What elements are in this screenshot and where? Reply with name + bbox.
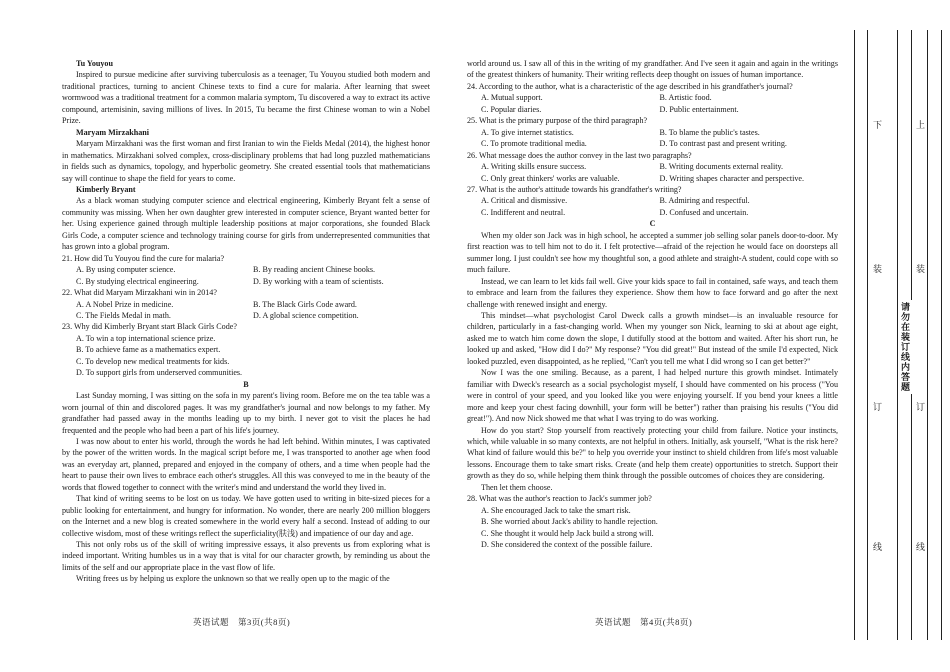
question-22-stem: 22. What did Maryam Mirzakhani win in 2014? [62,288,217,298]
q27-option-a: A. Critical and dismissive. [481,196,568,206]
passage-b-p3: That kind of writing seems to be lost on us today. We have gotten used to writing in bite-sized pieces for a public looking for entertainment, and hungry for information. No wonder, there are nearly 200 million bloggers on the Internet and a new blog is created somewhere in the world every half a second. Instead of adding to our collective wisdom, most of these writings reflect the superficiality(肤浅) and impatience of our day and age. [62,494,430,538]
question-27-stem: 27. What is the author's attitude towards his grandfather's writing? [467,184,682,194]
passage-c-p3: This mindset—what psychologist Carol Dweck calls a growth mindset—is an invaluable resource for children, particularly in a fast-changing world. When my younger son Nick, learning to ski at about age eight, asked me to watch him come down the slope, I dutifully stood at the bottom and waited. After his short run, he looked up and asked, "How did I do?" My response? "You did great!" But instead of the smile I'd expected, Nick looked puzzled, even disappointed, as he replied, "Can't you tell me what I did wrong so I can get better?" [467,310,838,366]
question-27 [467,184,838,218]
question-21 [62,253,430,287]
q23-option-b: B. To achieve fame as a mathematics expert. [76,345,221,355]
question-23 [62,321,430,378]
passage-a-heading-maryam: Maryam Mirzakhani [76,127,150,137]
q24-option-a: A. Mutual support. [481,93,543,103]
binding-line-5 [927,30,928,640]
right-column [467,58,838,550]
page-footer-3: 英语试题 第3页(共8页) [193,617,291,627]
q26-option-a: A. Writing skills ensure success. [481,162,587,172]
q23-option-a: A. To win a top international science prize. [76,333,216,343]
q28-option-c: C. She thought it would help Jack build a strong will. [481,528,654,538]
q28-option-a: A. She encouraged Jack to take the smart risk. [481,505,631,515]
q28-option-d: D. She considered the context of the possible failure. [481,540,653,550]
q21-option-b: B. By reading ancient Chinese books. [253,265,376,275]
question-24-stem: 24. According to the author, what is a characteristic of the age described in his grandfather's journal? [467,81,793,91]
passage-c-p1: When my older son Jack was in high school, he accepted a summer job selling solar panels door-to-door. My first reaction was to tell him not to do it. I felt protective—afraid of the rejection he would face on doorsteps all summer long. I just couldn't see how my thoughtful son, a good athlete and straight-A student, could cope with so much failure. [467,230,838,275]
passage-b-label: B [243,379,249,389]
question-21-stem: 21. How did Tu Youyou find the cure for malaria? [62,253,225,263]
question-22 [62,287,430,321]
q25-option-a: A. To give internet statistics. [481,127,574,137]
question-28-stem: 28. What was the author's reaction to Jack's summer job? [467,494,652,504]
q27-option-c: C. Indifferent and neutral. [481,207,566,217]
binding-line-3 [897,30,898,640]
q23-option-d: D. To support girls from underserved communities. [76,368,243,378]
q24-option-d: D. Public entertainment. [659,104,739,114]
passage-c-p6: Then let them choose. [481,482,553,492]
q26-option-c: C. Only great thinkers' works are valuable. [481,173,620,183]
binding-line-6 [941,30,942,640]
passage-b-continued: world around us. I saw all of this in the writing of my grandfather. And I've seen it again and again in the writings of the greatest thinkers of humanity. Their writing reflects deep thought on issues of human importance. [467,59,838,80]
passage-b-p1: Last Sunday morning, I was sitting on the sofa in my parent's living room. Before me on the tea table was a worn journal of thin and discolored pages. It was my grandfather's journal and now belongs to my father. My grandfather had passed away in the months leading up to my birth. I never got to visit the places he had frequented and the people who had been a part of his life's journey. [62,391,430,435]
question-26-stem: 26. What message does the author convey in the last two paragraphs? [467,150,692,160]
passage-c-p5: How do you start? Stop yourself from reactively protecting your child from failure. Notice your instincts, which, while valuable in so many contexts, are not helpful in others. Initially, ask yourself, "What is the risk here? What kind of failure would this be?" to help you override your instinct to shield children from life's most valuable lessons. Encourage them to take smart risks. Create (and help them create) opportunities to stretch. Support their growth as they do so, while helping them think through the possible outcomes of choices they are considering. [467,425,838,481]
outer-label-shang: 上 [915,120,925,129]
q21-option-a: A. By using computer science. [76,265,176,275]
q22-option-a: A. A Nobel Prize in medicine. [76,299,174,309]
question-25 [467,115,838,149]
binding-line-1 [854,30,855,640]
passage-c-label: C [649,219,656,229]
q22-option-b: B. The Black Girls Code award. [253,299,357,309]
outer-label-ding: 订 [915,402,925,411]
q28-option-b: B. She worried about Jack's ability to handle rejection. [481,517,658,527]
passage-c-p2: Instead, we can learn to let kids fail well. Give your kids space to fail in contained, safe ways, and teach them to embrace and learn from the failures they experience. Show them how to face forward and go after the next challenge with renewed insight and energy. [467,276,838,309]
outer-label-zhuang: 装 [915,264,925,273]
q21-option-c: C. By studying electrical engineering. [76,276,199,286]
passage-a-p3: As a black woman studying computer science and electrical engineering, Kimberly Bryant felt a sense of community was missing. When her own daughter grew interested in computer science, Bryant wanted better for her. Using experience gained through multiple leadership positions at major corporations, she founded Black Girls Code, a computer science and technology training course for girls from underrepresented communities that has grown into a global program. [62,196,430,252]
q27-option-d: D. Confused and uncertain. [659,207,749,217]
inner-label-xia: 下 [872,120,882,129]
question-26 [467,150,838,184]
inner-label-ding: 订 [872,402,882,411]
inner-label-zhuang: 装 [872,264,882,273]
left-column [62,58,430,585]
q21-option-d: D. By working with a team of scientists. [253,276,384,286]
no-answer-notice: 请勿在装订线内答题 [900,302,910,392]
question-28 [467,493,838,550]
passage-a-heading-kimberly: Kimberly Bryant [76,184,136,194]
page-footer-4: 英语试题 第4页(共8页) [595,617,693,627]
inner-label-xian: 线 [872,542,882,551]
passage-c-p4: Now I was the one smiling. Because, as a parent, I had helped nurture this growth mindset. Intimately familiar with Dweck's research as a social psychologist myself, I should have commented on his process ("You were in control of your speed, and you looked like you were enjoying yourself. If you bend your knees a little more and keep your chest facing downhill, your form will be better") rather than praising his results ("You did great!"). And now Nick showed me that what I was trying to do was working. [467,368,838,424]
q26-option-d: D. Writing shapes character and perspective. [659,173,804,183]
question-25-stem: 25. What is the primary purpose of the third paragraph? [467,116,648,126]
q25-option-d: D. To contrast past and present writing. [659,139,787,149]
q23-option-c: C. To develop new medical treatments for kids. [76,356,230,366]
q22-option-c: C. The Fields Medal in math. [76,310,171,320]
q25-option-b: B. To blame the public's tastes. [659,127,760,137]
q24-option-c: C. Popular diaries. [481,104,542,114]
q27-option-b: B. Admiring and respectful. [659,196,750,206]
q22-option-d: D. A global science competition. [253,310,359,320]
passage-b-p2: I was now about to enter his world, through the words he had left behind. Within minutes, I was captivated by the power of the written words. In the magical script before me, I was transported to another age when food was an everyday art, planned, prepared and enjoyed in the company of others, and a time when people had the heart to pause their own lives to embrace each other's struggles. All this was conveyed to me in the beauty of the words that flowed together to connect with the writer's mind and understand the world they lived in. [62,436,430,492]
passage-a-p1: Inspired to pursue medicine after surviving tuberculosis as a teenager, Tu Youyou studied both modern and traditional practices, turning to ancient Chinese texts to find a cure for malaria. After learning that sweet wormwood was a traditional treatment for a common malaria symptom, Tu discovered a way to extract its active compound, artemisinin, saving millions of lives. In 2015, Tu became the first Chinese woman to win a Nobel Prize. [62,70,430,126]
q26-option-b: B. Writing documents external reality. [659,162,784,172]
q25-option-c: C. To promote traditional media. [481,139,587,149]
q24-option-b: B. Artistic food. [659,93,712,103]
question-24 [467,81,838,115]
passage-a-p2: Maryam Mirzakhani was the first woman and first Iranian to win the Fields Medal (2014), the highest honor in mathematics. Mirzakhani solved complex, cross-disciplinary problems that had long puzzled mathematicians in fields such as dynamics, topology, and hyperbolic geometry. She created essential tools that mathematicians say will continue to shape the field for years to come. [62,139,430,183]
passage-b-p5: Writing frees us by helping us explore the unknown so that we really open up to the magic of the [76,574,390,584]
passage-b-p4: This not only robs us of the skill of writing impressive essays, it also prevents us from exploring what is indeed important. Writing humbles us in a way that is vital for our character growth, by reminding us about the limits of the self and our appropriate place in the vast flow of life. [62,540,430,572]
passage-a-heading-tu: Tu Youyou [76,59,113,68]
binding-line-2 [867,30,868,640]
question-23-stem: 23. Why did Kimberly Bryant start Black Girls Code? [62,322,237,332]
outer-label-xian: 线 [915,542,925,551]
